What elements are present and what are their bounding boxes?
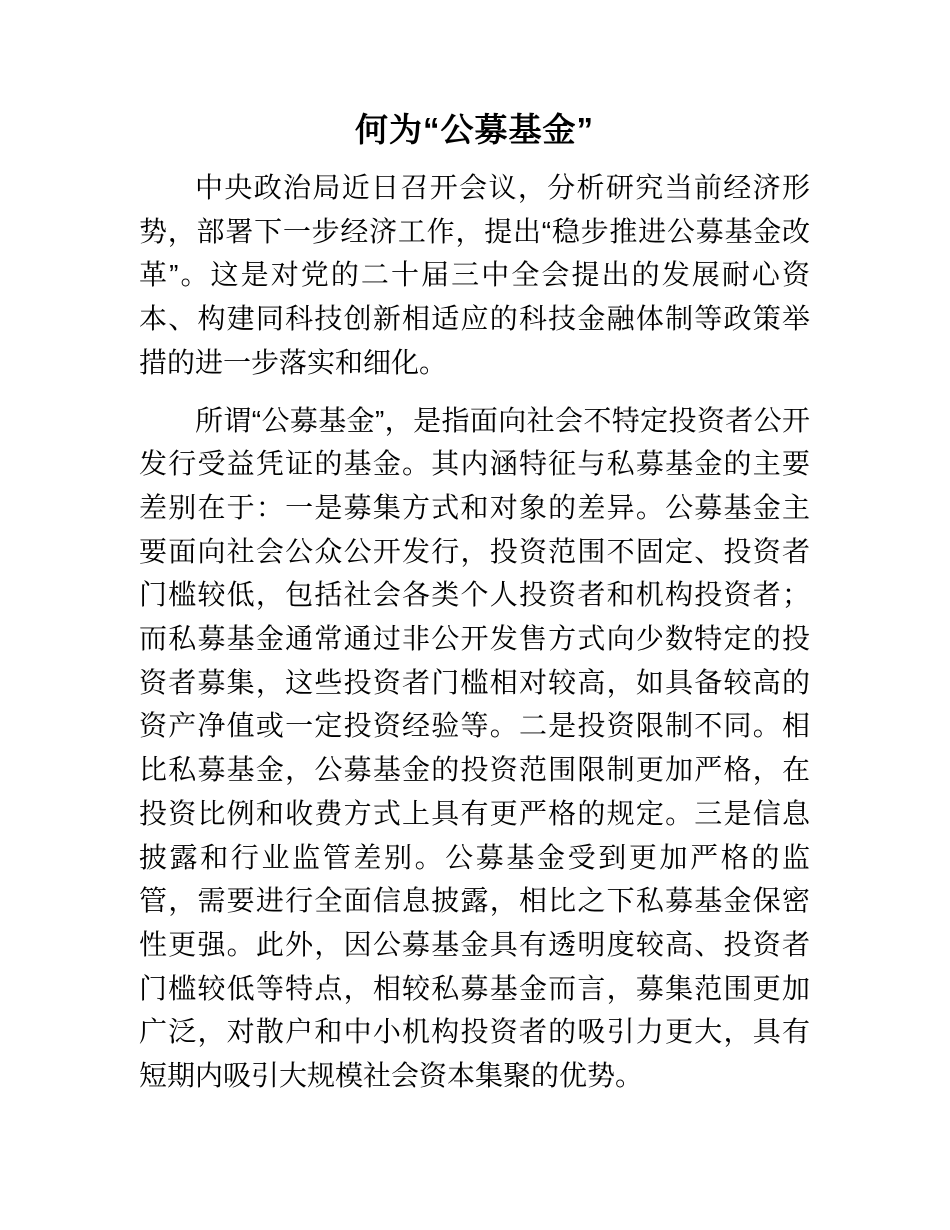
paragraph-intro: 中央政治局近日召开会议，分析研究当前经济形势，部署下一步经济工作，提出“稳步推进公募基金改革”。这是对党的二十届三中全会提出的发展耐心资本、构建同科技创新相适应的科技金融体制等政策举措的进一步落实和细化。 <box>139 172 810 378</box>
paragraph-definition: 所谓“公募基金”，是指面向社会不特定投资者公开发行受益凭证的基金。其内涵特征与私募基金的主要差别在于：一是募集方式和对象的差异。公募基金主要面向社会公众公开发行，投资范围不固定、投资者门槛较低，包括社会各类个人投资者和机构投资者；而私募基金通常通过非公开发售方式向少数特定的投资者募集，这些投资者门槛相对较高，如具备较高的资产净值或一定投资经验等。二是投资限制不同。相比私募基金，公募基金的投资范围限制更加严格，在投资比例和收费方式上具有更严格的规定。三是信息披露和行业监管差别。公募基金受到更加严格的监管，需要进行全面信息披露，相比之下私募基金保密性更强。此外，因公募基金具有透明度较高、投资者门槛较低等特点，相较私募基金而言，募集范围更加广泛，对散户和中小机构投资者的吸引力更大，具有短期内吸引大规模社会资本集聚的优势。 <box>139 404 810 1092</box>
document-title: 何为“公募基金” <box>355 111 594 148</box>
